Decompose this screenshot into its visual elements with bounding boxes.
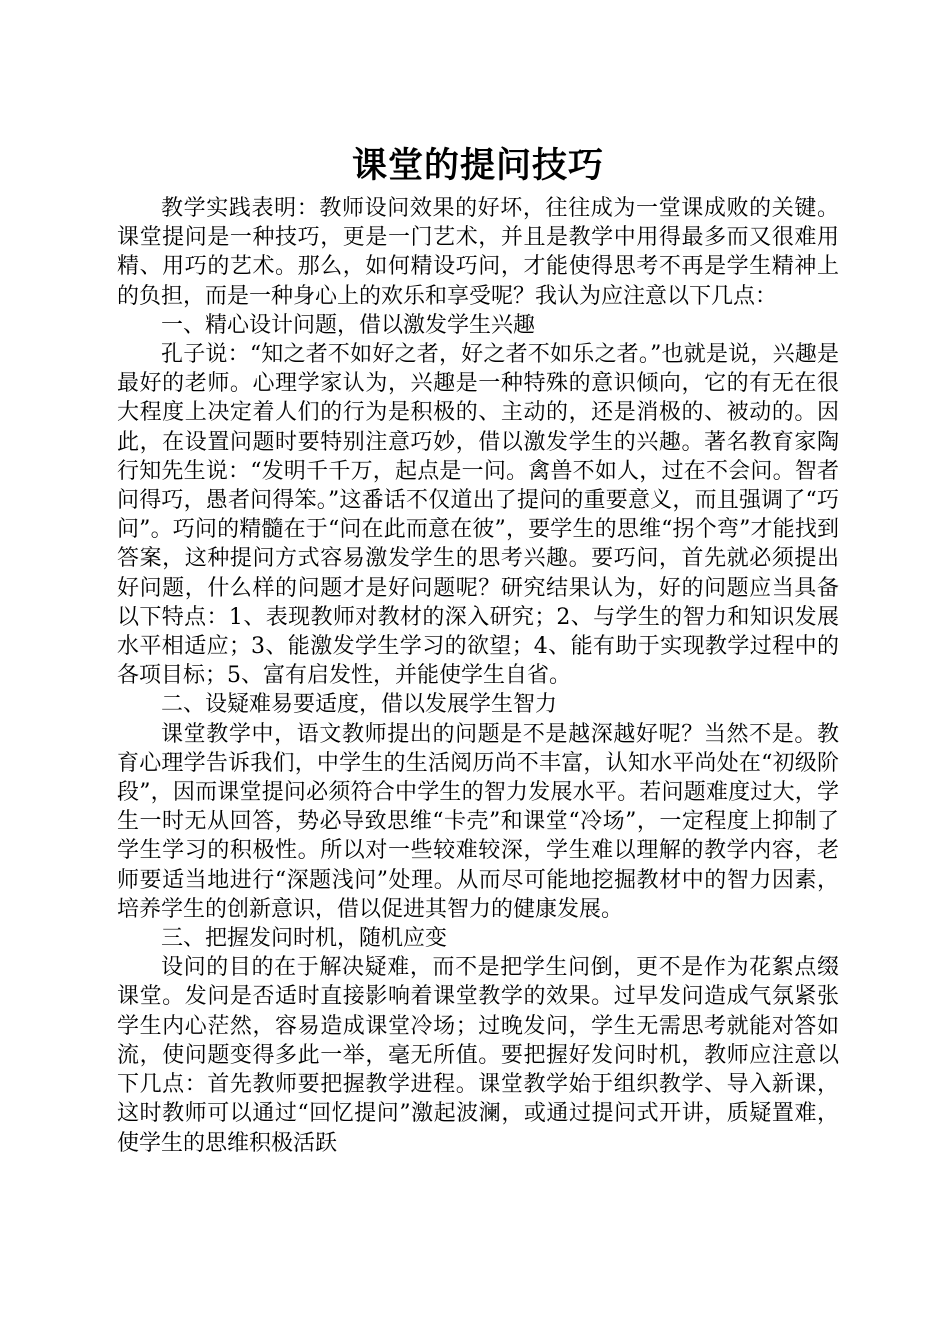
section-1-paragraph: 孔子说：“知之者不如好之者，好之者不如乐之者。”也就是说，兴趣是最好的老师。心理学家认为，兴趣是一种特殊的意识倾向，它的有无在很大程度上决定着人们的行为是积极的、主动的，还是消极的、被动的。因此，在设置问题时要特别注意巧妙，借以激发学生的兴趣。著名教育家陶行知先生说：“发明千千万，起点是一问。禽兽不如人，过在不会问。智者问得巧，愚者问得笨。”这番话不仅道出了提问的重要意义，而且强调了“巧问”。巧问的精髓在于“问在此而意在彼”，要学生的思维“拐个弯”才能找到答案，这种提问方式容易激发学生的思考兴趣。要巧问，首先就必须提出好问题，什么样的问题才是好问题呢？研究结果认为，好的问题应当具备以下特点：1、表现教师对教材的深入研究；2、与学生的智力和知识发展水平相适应；3、能激发学生学习的欲望；4、能有助于实现教学过程中的各项目标；5、富有启发性，并能使学生自省。 (117, 342, 839, 689)
section-2-paragraph: 课堂教学中，语文教师提出的问题是不是越深越好呢？当然不是。教育心理学告诉我们，中学生的生活阅历尚不丰富，认知水平尚处在“初级阶段”，因而课堂提问必须符合中学生的智力发展水平。若问题难度过大，学生一时无从回答，势必导致思维“卡壳”和课堂“冷场”，一定程度上抑制了学生学习的积极性。所以对一些较难较深，学生难以理解的教学内容，老师要适当地进行“深题浅问”处理。从而尽可能地挖掘教材中的智力因素，培养学生的创新意识，借以促进其智力的健康发展。 (117, 721, 839, 922)
section-1-heading: 一、精心设计问题，借以激发学生兴趣 (161, 312, 536, 338)
section-2-heading: 二、设疑难易要适度，借以发展学生智力 (161, 692, 558, 718)
document-title: 课堂的提问技巧 (351, 145, 604, 186)
section-3-heading: 三、把握发问时机，随机应变 (161, 926, 448, 952)
section-3-paragraph: 设问的目的在于解决疑难，而不是把学生问倒，更不是作为花絮点缀课堂。发问是否适时直接影响着课堂教学的效果。过早发问造成气氛紧张学生内心茫然，容易造成课堂冷场；过晚发问，学生无需思考就能对答如流，使问题变得多此一举，毫无所值。要把握好发问时机，教师应注意以下几点：首先教师要把握教学进程。课堂教学始于组织教学、导入新课，这时教师可以通过“回忆提问”激起波澜，或通过提问式开讲，质疑置难，使学生的思维积极活跃 (117, 955, 839, 1156)
document-body (117, 138, 839, 1158)
intro-paragraph: 教学实践表明：教师设问效果的好坏，往往成为一堂课成败的关键。课堂提问是一种技巧，更是一门艺术，并且是教学中用得最多而又很难用精、用巧的艺术。那么，如何精设巧问，才能使得思考不再是学生精神上的负担，而是一种身心上的欢乐和享受呢？我认为应注意以下几点： (117, 196, 839, 309)
